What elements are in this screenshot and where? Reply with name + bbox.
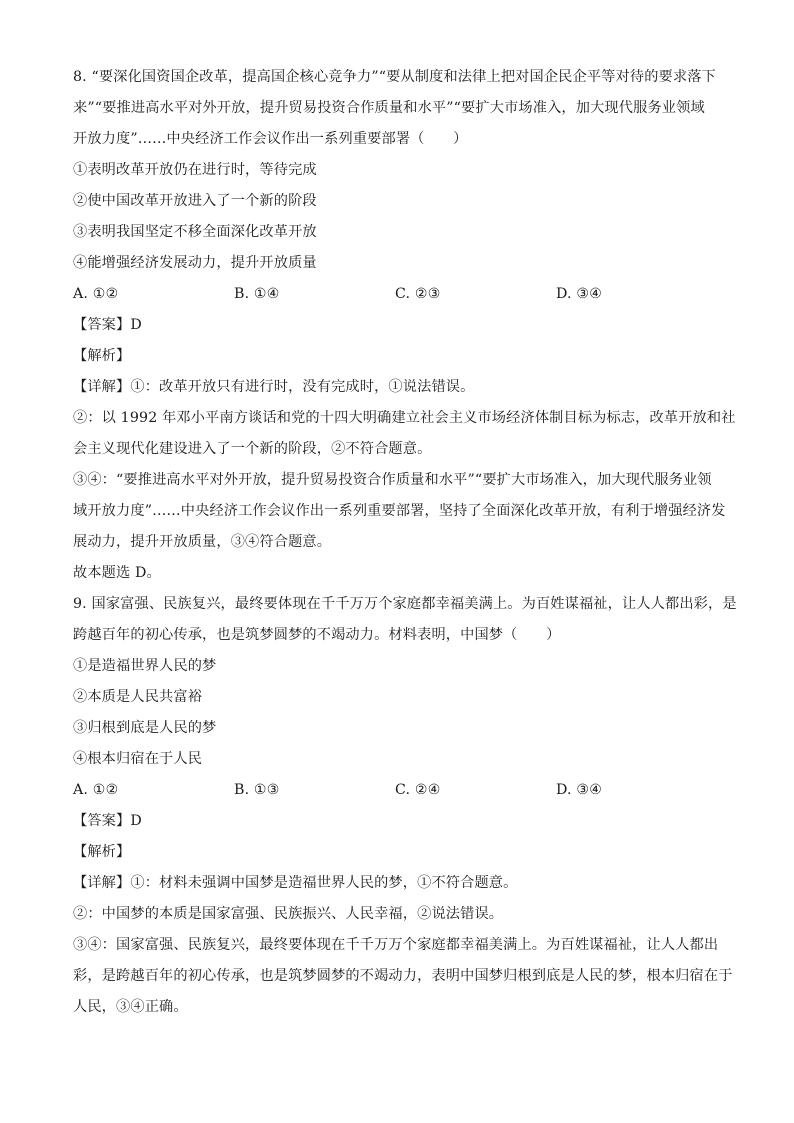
analysis-text: ①：改革开放只有进行时，没有完成时，①说法错误。 bbox=[130, 379, 475, 395]
answer-options bbox=[73, 775, 723, 806]
analysis-text: ①：材料未强调中国梦是造福世界人民的梦，①不符合题意。 bbox=[130, 875, 518, 891]
analysis-line: ②：以 1992 年邓小平南方谈话和党的十四大明确建立社会主义市场经济体制目标为标志，改革开放和社 bbox=[73, 410, 736, 426]
statement-1: ①表明改革开放仍在进行时，等待完成 bbox=[73, 162, 317, 178]
statement-4: ④根本归宿在于人民 bbox=[73, 751, 203, 767]
statement-3: ③归根到底是人民的梦 bbox=[73, 720, 217, 736]
answer-value: D bbox=[130, 813, 142, 829]
option-d: D. ③④ bbox=[556, 782, 603, 798]
conclusion-line: 故本题选 D。 bbox=[73, 565, 161, 581]
analysis-line: 彩，是跨越百年的初心传承，也是筑梦圆梦的不竭动力，表明中国梦归根到底是人民的梦，根本归宿在于 bbox=[73, 968, 733, 984]
statement-1: ①是造福世界人民的梦 bbox=[73, 658, 217, 674]
analysis-line bbox=[73, 372, 723, 403]
option-c: C. ②④ bbox=[395, 782, 441, 798]
question-stem-line: 跨越百年的初心传承，也是筑梦圆梦的不竭动力。材料表明，中国梦（ ） bbox=[73, 627, 561, 643]
option-b: B. ①④ bbox=[234, 286, 280, 302]
analysis-line: 会主义现代化建设进入了一个新的阶段，②不符合题意。 bbox=[73, 441, 432, 457]
option-c: C. ②③ bbox=[395, 286, 441, 302]
statement-2: ②本质是人民共富裕 bbox=[73, 689, 203, 705]
question-stem-line: 8. “要深化国资国企改革，提高国企核心竞争力”“要从制度和法律上把对国企民企平等对待的要求落下 bbox=[73, 69, 716, 85]
analysis-line: ②：中国梦的本质是国家富强、民族振兴、人民幸福，②说法错误。 bbox=[73, 906, 504, 922]
answer-line bbox=[73, 310, 723, 341]
answer-label: 【答案】 bbox=[73, 317, 131, 333]
analysis-line: ③④：国家富强、民族复兴，最终要体现在千千万万个家庭都幸福美满上。为百姓谋福祉，让人人都出 bbox=[73, 937, 719, 953]
option-a: A. ①② bbox=[73, 286, 119, 302]
analysis-line: 展动力，提升开放质量，③④符合题意。 bbox=[73, 534, 332, 550]
analysis-label: 【解析】 bbox=[73, 844, 131, 860]
document-page bbox=[73, 62, 737, 1023]
analysis-line: ③④：“要推进高水平对外开放，提升贸易投资合作质量和水平”“要扩大市场准入，加大现代服务业领 bbox=[73, 472, 712, 488]
statement-3: ③表明我国坚定不移全面深化改革开放 bbox=[73, 224, 317, 240]
statement-4: ④能增强经济发展动力，提升开放质量 bbox=[73, 255, 317, 271]
analysis-line: 人民，③④正确。 bbox=[73, 999, 188, 1015]
answer-line bbox=[73, 806, 723, 837]
detail-label: 【详解】 bbox=[73, 379, 131, 395]
detail-label: 【详解】 bbox=[73, 875, 131, 891]
answer-label: 【答案】 bbox=[73, 813, 131, 829]
option-d: D. ③④ bbox=[556, 286, 603, 302]
question-stem-line: 9. 国家富强、民族复兴，最终要体现在千千万万个家庭都幸福美满上。为百姓谋福祉，让人人都出彩，是 bbox=[73, 596, 737, 612]
question-9 bbox=[73, 589, 737, 1023]
option-b: B. ①③ bbox=[234, 782, 280, 798]
statement-2: ②使中国改革开放进入了一个新的阶段 bbox=[73, 193, 317, 209]
analysis-line: 域开放力度”……中央经济工作会议作出一系列重要部署，坚持了全面深化改革开放，有利于增强经济发 bbox=[73, 503, 726, 519]
analysis-line bbox=[73, 868, 723, 899]
question-stem-line: 来”“要推进高水平对外开放，提升贸易投资合作质量和水平”“要扩大市场准入，加大现代服务业领域 bbox=[73, 100, 705, 116]
question-8 bbox=[73, 62, 736, 589]
question-stem-line: 开放力度”……中央经济工作会议作出一系列重要部署（ ） bbox=[73, 131, 468, 147]
option-a: A. ①② bbox=[73, 782, 119, 798]
answer-options bbox=[73, 279, 723, 310]
analysis-label: 【解析】 bbox=[73, 348, 131, 364]
answer-value: D bbox=[130, 317, 142, 333]
